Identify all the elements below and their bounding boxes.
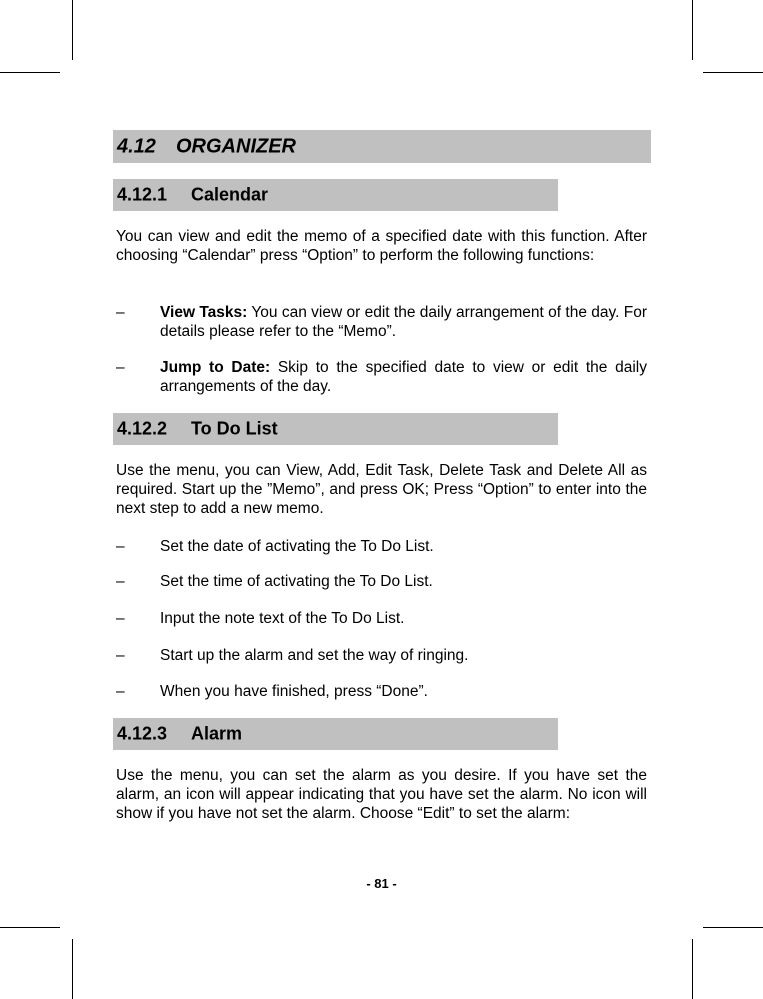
bullet-dash: – <box>116 359 125 376</box>
item-text: Input the note text of the To Do List. <box>160 610 405 627</box>
subsection-heading-alarm <box>113 718 558 750</box>
subsection-heading-calendar <box>113 179 558 211</box>
alarm-intro: Use the menu, you can set the alarm as you desire. If you have set the alarm, an icon will appear indicating that you have set the alarm. No icon will show if you have not set the alarm. Choose “Edit” to set the alarm: <box>116 767 647 822</box>
item-label: Jump to Date: <box>160 359 271 376</box>
subsection-title: Alarm <box>191 723 243 744</box>
todo-intro: Use the menu, you can View, Add, Edit Task, Delete Task and Delete All as required. Start up the ”Memo”, and press OK; Press “Option” to enter into the next step to add a new memo. <box>116 462 647 517</box>
subsection-heading-todo <box>113 413 558 445</box>
item-text: Skip to the specified date to view or edit the daily arrangements of the day. <box>160 359 647 395</box>
bullet-dash: – <box>116 573 125 590</box>
bullet-dash: – <box>116 304 125 321</box>
subsection-number: 4.12.1 <box>117 184 168 205</box>
list-item <box>116 609 647 628</box>
crop-mark <box>0 72 60 73</box>
subsection-title: Calendar <box>191 184 269 205</box>
subsection-title: To Do List <box>191 418 278 439</box>
subsection-number: 4.12.2 <box>117 418 168 439</box>
list-item <box>116 537 647 556</box>
crop-mark <box>703 72 763 73</box>
item-text: Set the date of activating the To Do List. <box>160 538 434 555</box>
section-number: 4.12 <box>117 135 156 157</box>
bullet-dash: – <box>116 538 125 555</box>
section-heading <box>113 130 651 163</box>
bullet-dash: – <box>116 647 125 664</box>
crop-mark <box>692 0 693 60</box>
list-item <box>116 572 647 591</box>
crop-mark <box>692 939 693 999</box>
crop-mark <box>72 939 73 999</box>
page-number: - 81 - <box>366 876 397 891</box>
subsection-number: 4.12.3 <box>117 723 168 744</box>
list-item <box>116 303 647 341</box>
section-title: ORGANIZER <box>176 135 296 157</box>
crop-mark <box>72 0 73 60</box>
calendar-intro: You can view and edit the memo of a specified date with this function. After choosing “Calendar” press “Option” to perform the following functions: <box>116 228 647 264</box>
bullet-dash: – <box>116 610 125 627</box>
item-label: View Tasks: <box>160 304 248 321</box>
list-item <box>116 358 647 396</box>
item-text: Set the time of activating the To Do List. <box>160 573 433 590</box>
crop-mark <box>0 927 60 928</box>
bullet-dash: – <box>116 683 125 700</box>
crop-mark <box>703 927 763 928</box>
item-text: When you have finished, press “Done”. <box>160 683 428 700</box>
list-item <box>116 646 647 665</box>
item-text: You can view or edit the daily arrangement of the day. For details please refer to the “Memo”. <box>160 304 647 340</box>
list-item <box>116 682 647 701</box>
item-text: Start up the alarm and set the way of ringing. <box>160 647 469 664</box>
